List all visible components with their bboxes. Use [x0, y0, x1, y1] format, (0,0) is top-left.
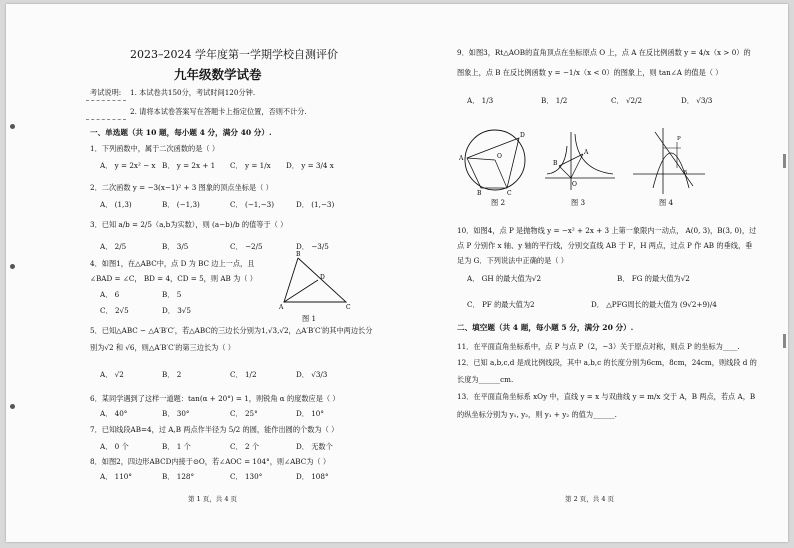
label-c: C [507, 190, 512, 197]
question-4-line-2: ∠BAD = ∠C， BD = 4，CD = 5，则 AB 为（ ） [90, 274, 257, 283]
figure-2-circle [459, 126, 535, 197]
exam-title: 2023–2024 学年度第一学期学校自测评价 [130, 48, 338, 61]
figure-3-hyperbola [545, 132, 615, 190]
q3-option-d: D． −3/5 [296, 242, 329, 251]
question-4-line-1: 4．如图1，在△ABC中，点 D 为 BC 边上一点，且 [90, 259, 255, 268]
page-2-footer: 第 2 页，共 4 页 [565, 495, 615, 503]
q9-option-b: B． 1/2 [541, 96, 568, 105]
label-p: P [677, 136, 681, 142]
label-a: A [584, 149, 589, 156]
question-10-line-3: 足为 G．下列说法中正确的是（ ） [457, 256, 568, 265]
label-a: A [279, 304, 284, 311]
quadrilateral-abcd [467, 138, 519, 188]
exam-subject: 九年级数学试卷 [174, 67, 262, 82]
section-1-heading: 一、单选题（共 10 题，每小题 4 分，满分 40 分）. [90, 128, 272, 137]
label-d: D [320, 274, 325, 281]
q4-option-b: B． 5 [162, 290, 182, 299]
edge-mark [783, 154, 786, 168]
instruction-2: 2. 请将本试卷答案写在答题卡上指定位置，否则不计分. [130, 107, 307, 116]
question-3: 3．已知 a/b = 2/5（a,b为实数），则 (a−b)/b 的值等于（ ） [90, 220, 288, 229]
question-12-line-1: 12．已知 a,b,c,d 是成比例线段，其中 a,b,c 的长度分别为6cm，8cm，24cm，则线段 d 的 [457, 358, 757, 367]
question-10-line-2: 点 P 分别作 x 轴、y 轴的平行线，分别交直线 AB 于 F，H 两点，过点 P 作 AB 的垂线，垂 [457, 241, 753, 250]
q1-option-a: A． y = 2x² − x [100, 161, 156, 170]
curve-y-4-over-x [575, 134, 613, 174]
q1-option-c: C． y = 1/x [230, 161, 271, 170]
divider [86, 119, 126, 120]
instruction-1: 1. 本试卷共150分，考试时间120分钟. [130, 88, 256, 97]
q2-option-a: A． (1,3) [100, 200, 132, 209]
question-11: 11．在平面直角坐标系中，点 P 与点 P（2，−3）关于原点对称，则点 P 的坐标为____. [457, 342, 740, 351]
q8-option-a: A． 110° [100, 472, 132, 481]
label-b: B [683, 170, 688, 176]
q5-option-c: C． 1/2 [230, 370, 257, 379]
q5-option-d: D． √3/3 [296, 370, 328, 379]
q2-option-d: D． (1,−3) [296, 200, 335, 209]
q6-option-b: B． 30° [162, 409, 190, 418]
q2-option-c: C． (−1,−3) [230, 200, 275, 209]
figure-3-caption: 图 3 [571, 198, 586, 207]
question-5-line-2: 别为√2 和 √6，则△A′B′C′的第三边长为（ ） [90, 343, 235, 352]
q7-option-d: D． 无数个 [296, 442, 333, 451]
label-b: B [477, 190, 482, 197]
question-9-line-1: 9．如图3，Rt△AOB的直角顶点在坐标原点 O 上，点 A 在反比例函数 y = 4/x（x > 0）的 [457, 48, 751, 57]
question-9-line-2: 图象上，点 B 在反比例函数 y = −1/x（x < 0）的图象上，则 tan∠A 的值是（ ） [457, 68, 723, 77]
binding-holes [10, 4, 20, 542]
q10-option-c: C． PF 的最大值为2 [467, 300, 535, 309]
q8-option-d: D． 108° [296, 472, 329, 481]
question-2: 2．二次函数 y = −3(x−1)² + 3 图象的顶点坐标是（ ） [90, 183, 273, 192]
figure-2-caption: 图 2 [491, 198, 506, 207]
q5-option-b: B． 2 [162, 370, 182, 379]
q7-option-b: B． 1 个 [162, 442, 191, 451]
label-o: O [572, 181, 577, 188]
question-1: 1．下列函数中，属于二次函数的是（ ） [90, 144, 220, 153]
segment-ad [284, 280, 318, 302]
exam-page-1 [6, 4, 397, 542]
q5-option-a: A． √2 [100, 370, 124, 379]
divider [86, 100, 126, 101]
q6-option-a: A． 40° [100, 409, 128, 418]
q7-option-a: A． 0 个 [100, 442, 129, 451]
q9-option-d: D． √3/3 [681, 96, 713, 105]
q10-option-a: A． GH 的最大值为√2 [467, 274, 542, 283]
q3-option-a: A． 2/5 [100, 242, 127, 251]
q6-option-c: C． 25° [230, 409, 258, 418]
question-6: 6．某同学遇到了这样一道题：tan(α + 20°) = 1，则锐角 α 的度数应是（ ） [90, 394, 340, 403]
q7-option-c: C． 2 个 [230, 442, 260, 451]
label-b: B [296, 251, 301, 258]
figure-1-caption: 图 1 [302, 314, 317, 323]
q1-option-b: B． y = 2x + 1 [162, 161, 216, 170]
question-13-line-2: 的纵坐标分别为 y₁, y₂，则 y₁ + y₂ 的值为______. [457, 410, 617, 419]
q4-option-a: A． 6 [100, 290, 120, 299]
q4-option-c: C． 2√5 [100, 306, 129, 315]
binding-hole [10, 124, 15, 129]
segment-ob [559, 166, 571, 178]
question-10-line-1: 10．如图4，点 P 是抛物线 y = −x² + 2x + 3 上第一象限内一动点， A(0, 3)，B(3, 0)，过 [457, 226, 757, 235]
question-5-line-1: 5．已知△ABC ∽ △A′B′C′，若△ABC的三边长分别为1,√3,√2，△A′B′C′的其中两边长分 [90, 326, 373, 335]
label-c: C [346, 304, 351, 311]
question-13-line-1: 13．在平面直角坐标系 xOy 中，直线 y = x 与双曲线 y = m/x 交于 A，B 两点，若点 A，B [457, 392, 756, 401]
page-1-footer: 第 1 页，共 4 页 [188, 495, 238, 503]
q1-option-d: D． y = 3/4 x [286, 161, 334, 170]
figure-4-parabola [633, 128, 705, 194]
exam-sheet [6, 4, 788, 542]
instructions-label: 考试说明: [90, 88, 122, 97]
binding-hole [10, 404, 15, 409]
line-ab [655, 132, 693, 186]
section-2-heading: 二、填空题（共 4 题，每小题 5 分，满分 20 分）. [457, 323, 634, 332]
label-b: B [553, 160, 558, 167]
segment-oa [571, 154, 583, 178]
q3-option-b: B． 3/5 [162, 242, 189, 251]
triangle-abc [284, 258, 346, 302]
edge-mark [783, 334, 786, 348]
binding-hole [10, 264, 15, 269]
q4-option-d: D． 3√5 [162, 306, 191, 315]
q8-option-c: C． 130° [230, 472, 263, 481]
q10-option-d: D． △PFG周长的最大值为 (9√2+9)/4 [591, 300, 717, 309]
radius-oa [467, 158, 495, 160]
question-12-line-2: 长度为______cm. [457, 375, 514, 384]
radius-oc [495, 160, 507, 188]
figure-4-caption: 图 4 [659, 198, 674, 207]
q10-option-b: B． FG 的最大值为√2 [617, 274, 690, 283]
q9-option-a: A． 1/3 [467, 96, 494, 105]
label-o: O [497, 153, 502, 160]
q6-option-d: D． 10° [296, 409, 324, 418]
figure-1-triangle [276, 252, 356, 314]
label-a: A [459, 155, 464, 162]
q3-option-c: C． −2/5 [230, 242, 263, 251]
question-7: 7．已知线段AB=4，过 A,B 两点作半径为 5/2 的圆，能作出圆的个数为（ ） [90, 425, 339, 434]
q2-option-b: B． (−1,3) [162, 200, 200, 209]
q9-option-c: C． √2/2 [611, 96, 643, 105]
question-8: 8．如图2，四边形ABCD内接于⊙O，若∠AOC = 104°，则∠ABC为（ ） [90, 457, 331, 466]
q8-option-b: B． 128° [162, 472, 195, 481]
exam-page-2 [397, 4, 788, 542]
label-d: D [520, 132, 525, 139]
